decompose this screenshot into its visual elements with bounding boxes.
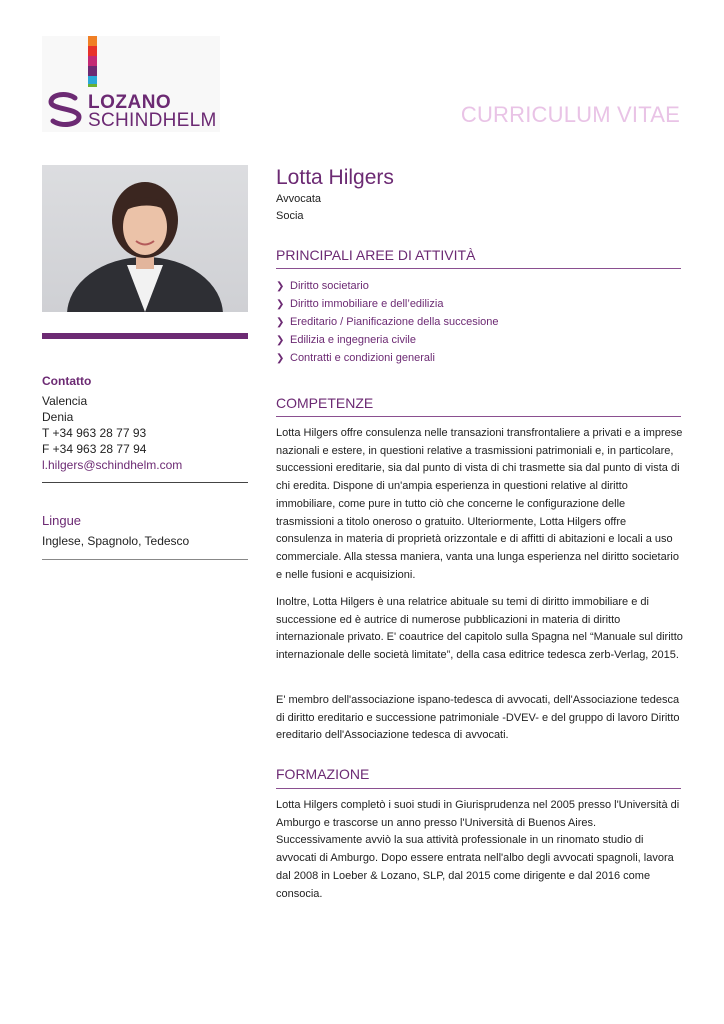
languages-heading: Lingue [42,513,82,528]
formazione-section-title: FORMAZIONE [276,766,370,782]
chevron-right-icon: ❯ [276,334,285,346]
list-item: ❯ Diritto societario [276,280,369,292]
section-divider [276,268,681,269]
firm-logo [42,36,220,132]
person-name: Lotta Hilgers [276,166,394,189]
logo-s-mark-icon [45,92,85,128]
competenze-section-title: COMPETENZE [276,395,374,411]
person-portrait-icon [42,165,248,312]
contact-block [42,393,182,473]
section-divider [276,416,681,417]
languages-text: Inglese, Spagnolo, Tedesco [42,534,190,548]
section-divider [276,788,681,789]
competenze-paragraph: E' membro dell'associazione ispano-tedesca di avvocati, dell'Associazione tedesca di diritto ereditario e successione patrimoniale -DVEV- e del gruppo di lavoro Diritto ereditario dell'Associazione tedesca di avvocati. [276,694,680,742]
contact-city: Denia [42,410,74,424]
areas-section-title: PRINCIPALI AREE DI ATTIVITÀ [276,247,476,263]
contact-phone: T +34 963 28 77 93 [42,426,147,440]
profile-photo [42,165,248,312]
photo-accent-bar [42,333,248,339]
practice-areas-list [276,277,499,367]
chevron-right-icon: ❯ [276,316,285,328]
person-role: Avvocata [276,193,322,205]
contact-fax: F +34 963 28 77 94 [42,442,147,456]
chevron-right-icon: ❯ [276,280,285,292]
list-item: ❯ Edilizia e ingegneria civile [276,334,416,346]
logo-text-line1: LOZANO [88,92,172,113]
competenze-paragraph: Lotta Hilgers offre consulenza nelle transazioni transfrontaliere a privati e a imprese nazionali e estere, in questioni relative a trasmissioni patrimoniali e, in particolare, successioni ereditarie, sia dal punto di vista di chi trasmette sia dal punto di vista di chi eredita. Dispone di un'ampia esperienza in questioni relative al diritto immobiliare, come pure in tutto ciò che concerne le configurazione delle trasmissioni a titolo oneroso o gratuito. Ulteriormente, Lotta Hilgers offre consulenza in materia di proprietà orizzontale e di affitti di abitazioni e locali a uso commerciale. Alla stessa maniera, vanta una lunga esperienza nel diritto societario e nelle fusioni e acquisizioni. [276,427,683,581]
contact-heading: Contatto [42,374,92,388]
sidebar-divider [42,482,248,483]
sidebar-divider [42,559,248,560]
logo-text-line2: SCHINDHELM [88,110,217,131]
document-title: CURRICULUM VITAE [460,102,680,127]
chevron-right-icon: ❯ [276,298,285,310]
logo-color-bar [88,56,97,66]
chevron-right-icon: ❯ [276,352,285,364]
logo-color-bar [88,46,97,56]
logo-color-bar [88,84,97,87]
contact-email-link[interactable]: l.hilgers@schindhelm.com [42,458,183,472]
logo-color-bar [88,66,97,76]
competenze-paragraph: Inoltre, Lotta Hilgers è una relatrice abituale su temi di diritto immobiliare e di successione ed è autrice di numerose pubblicazioni in materia di diritto internazionale privato. E' coautrice del capitolo sulla Spagna nel “Manuale sul diritto internazionale delle società limitate”, della casa editrice tedesca zerb-Verlag, 2015. [276,596,683,662]
logo-color-bar [88,36,97,46]
contact-city: Valencia [42,394,88,408]
list-item: ❯ Contratti e condizioni generali [276,352,435,364]
formazione-paragraph: Lotta Hilgers completò i suoi studi in Giurisprudenza nel 2005 presso l'Università di Amburgo e trascorse un anno presso l'Università di Buenos Aires. Successivamente avviò la sua attività professionale in un rinomato studio di avvocati di Amburgo. Dopo essere entrata nell'albo degli avvocati spagnoli, lavora dal 2008 in Loeber & Lozano, SLP, dal 2015 come dirigente e dal 2016 come consocia. [276,799,680,900]
list-item: ❯ Diritto immobiliare e dell’edilizia [276,298,444,310]
person-position: Socia [276,210,304,222]
list-item: ❯ Ereditario / Pianificazione della succesione [276,316,499,328]
